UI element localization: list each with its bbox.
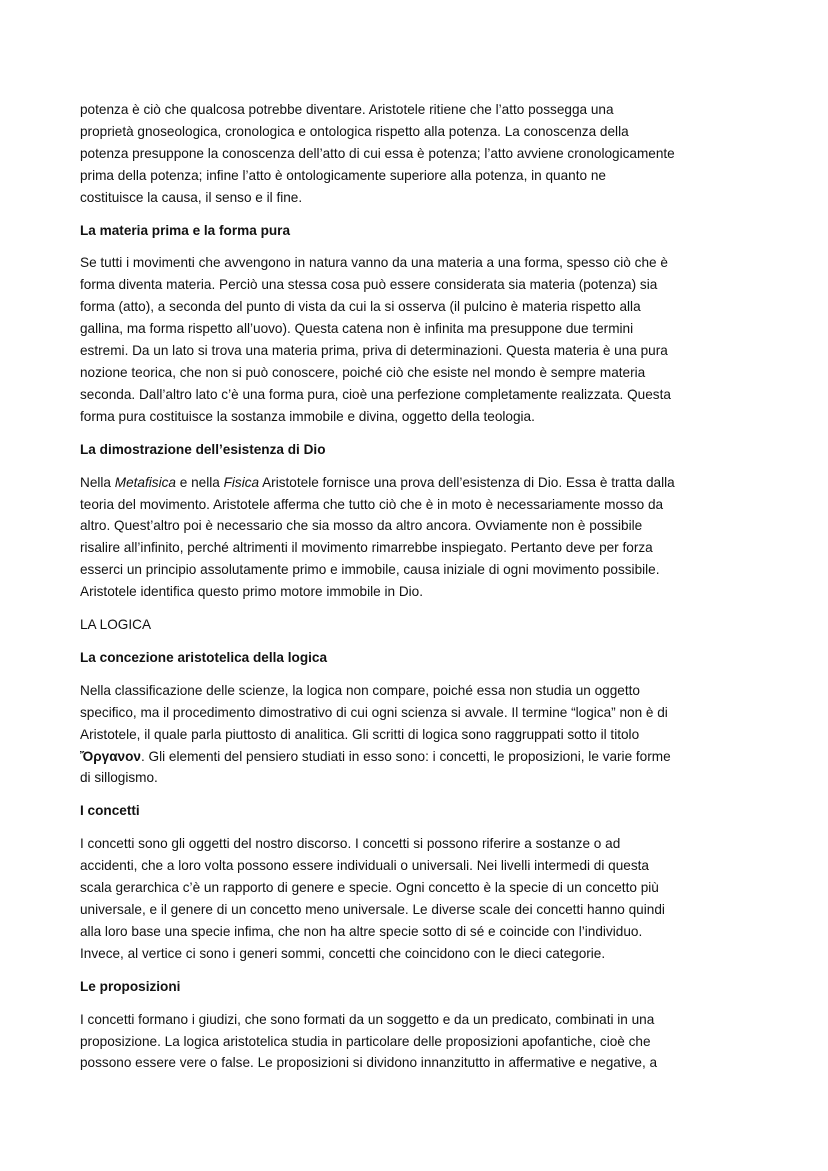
text-line [80,318,760,340]
text-line [80,921,760,943]
text-segment: Aristotele identifica questo primo motore immobile in Dio. [80,584,424,600]
text-segment: . Gli elementi del pensiero studiati in esso sono: i concetti, le proposizioni, le varie forme [140,748,671,764]
text-line [80,976,760,998]
text-line [80,1009,760,1031]
text-line [80,406,760,428]
text-segment: costituisce la causa, il senso e il fine. [80,189,303,205]
paragraph-esistenza-dio [80,472,760,603]
text-segment: Invece, al vertice ci sono i generi sommi, concetti che coincidono con le dieci categorie. [80,945,606,961]
text-line [80,99,760,121]
text-line [80,274,760,296]
text-line [80,384,760,406]
text-line [80,121,760,143]
text-line [80,165,760,187]
text-line [80,702,760,724]
text-line [80,362,760,384]
text-line [80,1031,760,1053]
text-segment: accidenti, che a loro volta possono essere individuali o universali. Nei livelli intermedi di questa [80,858,649,874]
heading-concetti [80,800,760,822]
text-segment: forma (atto), a seconda del punto di vista da cui la si osserva (il pulcino è materia rispetto alla [80,299,641,315]
text-segment: La concezione aristotelica della logica [80,649,328,665]
text-line [80,537,760,559]
paragraph-concezione-logica [80,680,760,790]
text-segment: Le proposizioni [80,978,181,994]
text-segment: proposizione. La logica aristotelica studia in particolare delle proposizioni apofantiche, cioè che [80,1033,651,1049]
text-segment: I concetti [80,803,140,819]
text-segment: gallina, ma forma rispetto all’uovo). Questa catena non è infinita ma presuppone due termini [80,321,634,337]
text-segment: Nella [80,474,115,490]
text-line [80,680,760,702]
text-segment: alla loro base una specie infima, che non ha altre specie sotto di sé e coincide con l’individuo. [80,923,643,939]
text-segment: LA LOGICA [80,617,152,633]
text-segment: potenza è ciò che qualcosa potrebbe diventare. Aristotele ritiene che l’atto possegga una [80,102,614,117]
text-segment: nozione teorica, che non si può conoscere, poiché ciò che esiste nel mondo è sempre materia [80,364,646,380]
bold-text: Ὄργανον [80,748,141,764]
text-line [80,614,760,636]
text-line [80,800,760,822]
text-segment: I concetti formano i giudizi, che sono formati da un soggetto e da un predicato, combinati in una [80,1011,655,1027]
text-segment: universale, e il genere di un concetto meno universale. Le diverse scale dei concetti hanno quindi [80,902,665,917]
text-segment: e nella [175,474,224,490]
text-line [80,143,760,165]
text-segment: scala gerarchica c’è un rapporto di genere e specie. Ogni concetto è la specie di un concetto più [80,880,659,896]
italic-text: Fisica [223,474,260,490]
italic-text: Metafisica [114,474,176,490]
text-line [80,724,760,746]
text-segment: estremi. Da un lato si trova una materia prima, priva di determinazioni. Questa materia è una pura [80,343,668,359]
document-page [80,99,760,1085]
text-segment: possono essere vere o false. Le proposizioni si dividono innanzitutto in affermative e negative, a [80,1055,658,1071]
text-segment: forma diventa materia. Perciò una stessa cosa può essere considerata sia materia (potenza) sia [80,277,658,293]
text-line [80,943,760,965]
text-segment: Aristotele fornisce una prova dell’esistenza di Dio. Essa è tratta dalla [259,474,675,490]
text-segment: di sillogismo. [80,770,158,786]
paragraph-atto-potenza [80,99,760,209]
text-segment: Se tutti i movimenti che avvengono in natura vanno da una materia a una forma, spesso ciò che è [80,255,668,271]
section-title-la-logica [80,614,760,636]
text-line [80,439,760,461]
text-line [80,559,760,581]
text-line [80,252,760,274]
heading-materia-prima [80,220,760,242]
text-line [80,472,760,494]
heading-esistenza-dio [80,439,760,461]
text-segment: La materia prima e la forma pura [80,222,291,238]
text-segment: La dimostrazione dell’esistenza di Dio [80,441,326,457]
text-line [80,187,760,209]
heading-proposizioni [80,976,760,998]
text-line [80,899,760,921]
text-line [80,494,760,516]
text-line [80,340,760,362]
text-line [80,833,760,855]
text-segment: proprietà gnoseologica, cronologica e ontologica rispetto alla potenza. La conoscenza della [80,123,629,139]
paragraph-materia-prima [80,252,760,427]
text-segment: Nella classificazione delle scienze, la logica non compare, poiché essa non studia un oggetto [80,682,640,698]
text-segment: potenza presuppone la conoscenza dell’atto di cui essa è potenza; l’atto avviene cronologicamente [80,145,675,161]
text-line [80,855,760,877]
paragraph-proposizioni [80,1009,760,1075]
text-line [80,877,760,899]
text-segment: teoria del movimento. Aristotele afferma che tutto ciò che è in moto è necessariamente mosso da [80,496,664,512]
text-segment: specifico, ma il procedimento dimostrativo di cui ogni scienza si avvale. Il termine “logica” non è di [80,704,668,720]
text-line [80,746,760,768]
heading-concezione-logica [80,647,760,669]
text-segment: esserci un principio assolutamente primo e immobile, causa iniziale di ogni movimento possibile. [80,562,660,578]
text-segment: Aristotele, il quale parla piuttosto di analitica. Gli scritti di logica sono raggruppati sotto il titolo [80,726,640,742]
text-line [80,220,760,242]
text-segment: forma pura costituisce la sostanza immobile e divina, oggetto della teologia. [80,408,535,424]
text-line [80,581,760,603]
paragraph-concetti [80,833,760,964]
text-segment: seconda. Dall’altro lato c’è una forma pura, cioè una perfezione completamente realizzata. Questa [80,386,671,402]
text-line [80,647,760,669]
text-segment: altro. Quest’altro poi è necessario che sia mosso da altro ancora. Ovviamente non è possibile [80,518,643,534]
text-line [80,515,760,537]
text-segment: risalire all’infinito, perché altrimenti il movimento rimarrebbe inspiegato. Pertanto deve per forza [80,540,653,556]
text-line [80,296,760,318]
text-line [80,767,760,789]
text-segment: I concetti sono gli oggetti del nostro discorso. I concetti si possono riferire a sostanze o ad [80,836,621,852]
text-line [80,1052,760,1074]
text-segment: prima della potenza; infine l’atto è ontologicamente superiore alla potenza, in quanto ne [80,167,606,183]
